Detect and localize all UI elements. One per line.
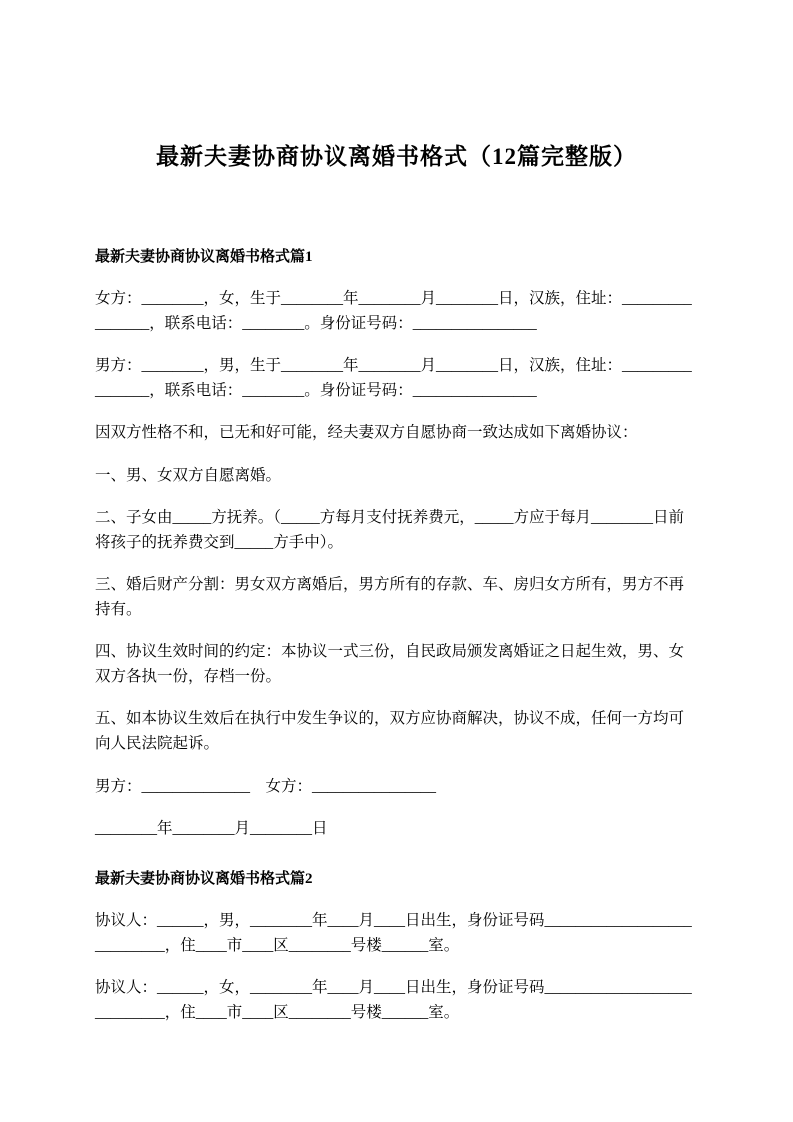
- paragraph-clause-2: 二、子女由_____方抚养。（_____方每月支付抚养费元，_____方应于每月________日前将孩子的抚养费交到_____方手中）。: [95, 508, 685, 551]
- paragraph-signatures: 男方：______________ 女方：________________: [95, 777, 437, 795]
- paragraph-man-info: 男方：________，男，生于________年________月________日，汉族，住址：________________，联系电话：________。身份证号码：________________: [95, 357, 692, 400]
- paragraph-party-female: 协议人：______，女，________年____月____日出生，身份证号码____________________________，住____市____区________号楼______室。: [95, 978, 692, 1022]
- paragraph-party-male: 协议人：______，男，________年____月____日出生，身份证号码____________________________，住____市____区________号楼______室。: [95, 911, 692, 954]
- paragraph-clause-5: 五、如本协议生效后在执行中发生争议的，双方应协商解决，协议不成，任何一方均可向人民法院起诉。: [95, 710, 685, 753]
- paragraph-clause-4: 四、协议生效时间的约定：本协议一式三份，自民政局颁发离婚证之日起生效，男、女双方各执一份，存档一份。: [95, 643, 685, 686]
- paragraph-woman-info: 女方：________，女，生于________年________月________日，汉族，住址：________________，联系电话：________。身份证号码：________________: [95, 290, 692, 333]
- document-title: 最新夫妻协商协议离婚书格式（12篇完整版）: [156, 144, 637, 169]
- section-1-heading: 最新夫妻协商协议离婚书格式篇1: [95, 249, 313, 265]
- section-2-heading: 最新夫妻协商协议离婚书格式篇2: [95, 870, 313, 887]
- paragraph-preamble: 因双方性格不和，已无和好可能，经夫妻双方自愿协商一致达成如下离婚协议：: [95, 424, 638, 442]
- paragraph-date-line: ________年________月________日: [95, 819, 328, 837]
- section-2: [95, 867, 698, 1025]
- section-1: [95, 245, 698, 841]
- paragraph-clause-3: 三、婚后财产分割：男女双方离婚后，男方所有的存款、车、房归女方所有，男方不再持有。: [95, 575, 685, 618]
- paragraph-clause-1: 一、男、女双方自愿离婚。: [95, 466, 282, 484]
